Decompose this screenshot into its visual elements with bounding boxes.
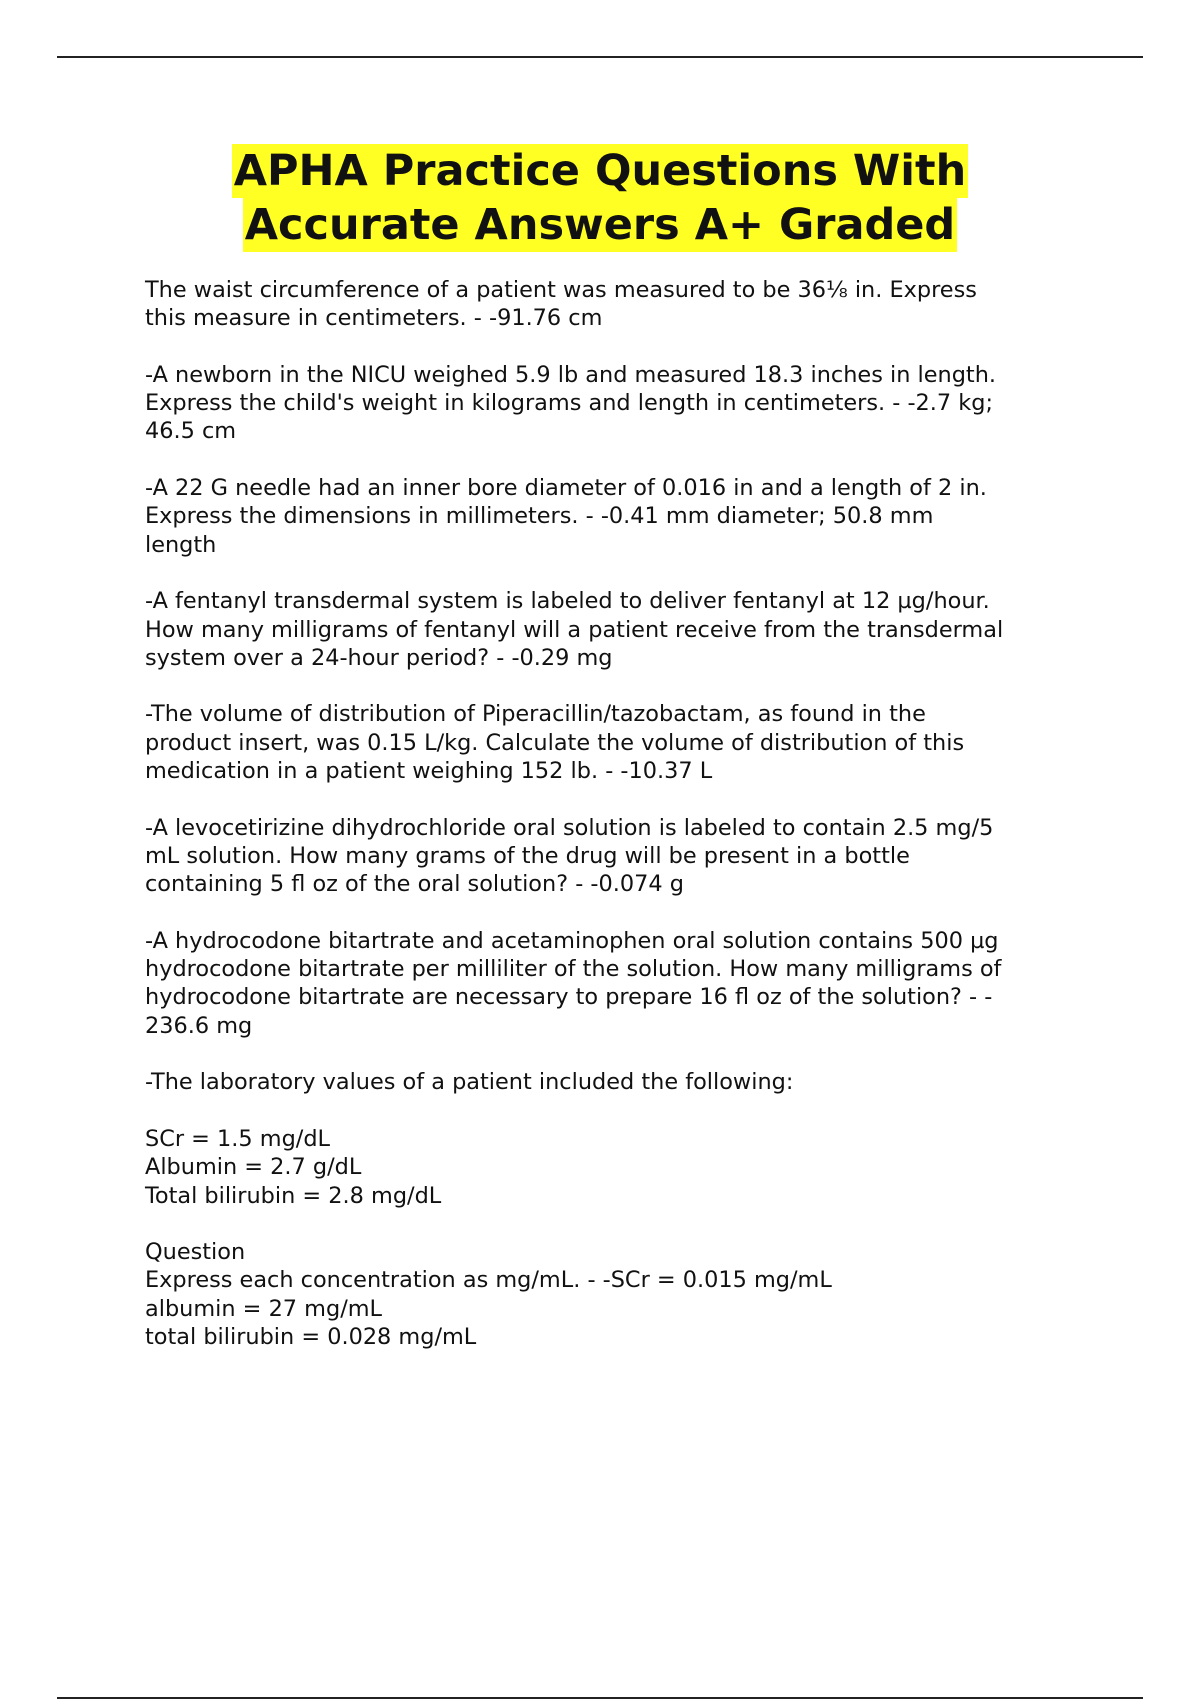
text-line: 46.5 cm [145, 418, 237, 445]
text-line: -The laboratory values of a patient included the following: [145, 1069, 794, 1096]
text-line: -A newborn in the NICU weighed 5.9 lb and measured 18.3 inches in length. [145, 361, 996, 388]
text-line: Express the child's weight in kilograms and length in centimeters. - -2.7 kg; [145, 390, 993, 417]
document-title [0, 144, 1200, 252]
question-paragraph-5 [145, 700, 1085, 785]
text-line: medication in a patient weighing 152 lb. - -10.37 L [145, 758, 713, 785]
question-paragraph-1 [145, 276, 1085, 333]
question-paragraph-2 [145, 361, 1085, 446]
question-paragraph-8 [145, 1068, 1085, 1096]
question-paragraph-9 [145, 1238, 1085, 1351]
lab-value-bilirubin: Total bilirubin = 2.8 mg/dL [145, 1182, 442, 1209]
text-line: product insert, was 0.15 L/kg. Calculate the volume of distribution of this [145, 729, 965, 756]
text-line: -A fentanyl transdermal system is labeled to deliver fentanyl at 12 µg/hour. [145, 588, 990, 615]
text-line: mL solution. How many grams of the drug will be present in a bottle [145, 842, 910, 869]
text-line: Express each concentration as mg/mL. - -SCr = 0.015 mg/mL [145, 1267, 832, 1294]
page-bottom-rule [57, 1697, 1143, 1699]
question-paragraph-4 [145, 587, 1085, 672]
text-line: this measure in centimeters. - -91.76 cm [145, 305, 603, 332]
question-paragraph-6 [145, 814, 1085, 899]
text-line: albumin = 27 mg/mL [145, 1295, 383, 1322]
text-line: How many milligrams of fentanyl will a patient receive from the transdermal [145, 616, 1004, 643]
title-line-1: APHA Practice Questions With [233, 146, 967, 196]
text-line: hydrocodone bitartrate are necessary to prepare 16 fl oz of the solution? - - [145, 984, 993, 1011]
text-line: 236.6 mg [145, 1012, 253, 1039]
lab-value-scr: SCr = 1.5 mg/dL [145, 1125, 331, 1152]
text-line: Express the dimensions in millimeters. - -0.41 mm diameter; 50.8 mm [145, 503, 934, 530]
text-line: The waist circumference of a patient was measured to be 36⅛ in. Express [145, 277, 977, 303]
text-line: length [145, 531, 217, 558]
text-line: containing 5 fl oz of the oral solution? - -0.074 g [145, 871, 684, 898]
text-line: -A 22 G needle had an inner bore diameter of 0.016 in and a length of 2 in. [145, 475, 987, 502]
lab-value-albumin: Albumin = 2.7 g/dL [145, 1154, 362, 1181]
text-line: system over a 24-hour period? - -0.29 mg [145, 644, 613, 671]
title-line-2: Accurate Answers A+ Graded [244, 200, 956, 250]
question-paragraph-3 [145, 474, 1085, 559]
text-line: Question [145, 1239, 246, 1266]
text-line: -A hydrocodone bitartrate and acetaminophen oral solution contains 500 µg [145, 927, 999, 954]
text-line: -A levocetirizine dihydrochloride oral solution is labeled to contain 2.5 mg/5 [145, 814, 994, 841]
text-line: total bilirubin = 0.028 mg/mL [145, 1323, 477, 1350]
page-top-rule [57, 56, 1143, 58]
question-paragraph-7 [145, 927, 1085, 1040]
document-body [145, 276, 1085, 1380]
text-line: -The volume of distribution of Piperacillin/tazobactam, as found in the [145, 701, 926, 728]
lab-values-list [145, 1125, 1085, 1210]
text-line: hydrocodone bitartrate per milliliter of the solution. How many milligrams of [145, 956, 1002, 983]
